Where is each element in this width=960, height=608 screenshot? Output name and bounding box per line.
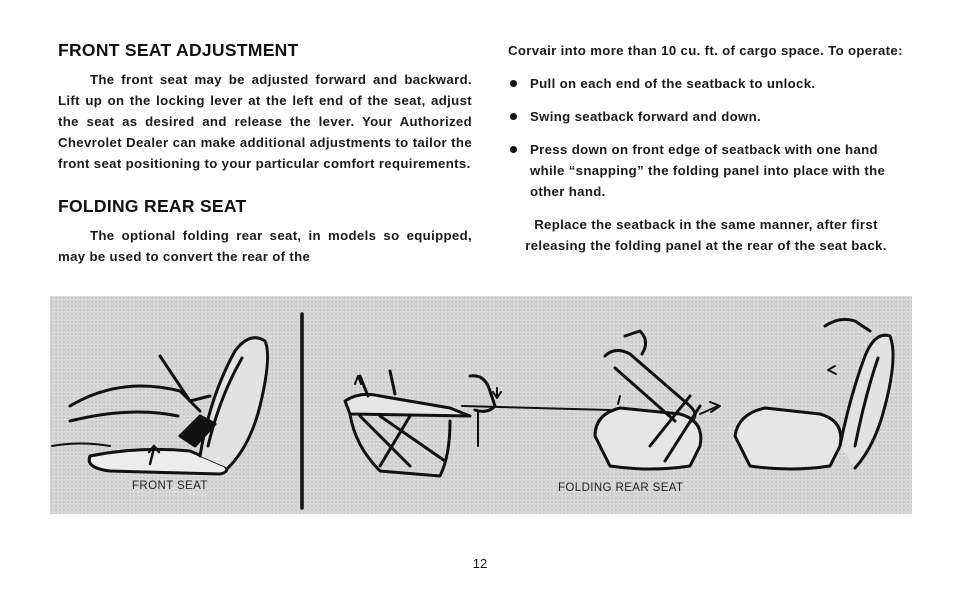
bullet-icon bbox=[510, 146, 517, 153]
front-seat-heading: FRONT SEAT ADJUSTMENT bbox=[58, 40, 299, 60]
operate-steps-list bbox=[508, 73, 904, 202]
page-number: 12 bbox=[472, 556, 488, 571]
list-item bbox=[508, 139, 904, 202]
folding-rear-seat-paragraph: The optional folding rear seat, in models so equipped, may be used to convert the rear of the bbox=[58, 228, 472, 264]
bullet-icon bbox=[510, 113, 517, 120]
step-text: Swing seatback forward and down. bbox=[530, 109, 762, 124]
front-seat-paragraph: The front seat may be adjusted forward and backward. Lift up on the locking lever at the left end of the seat, adjust the seat as desired and release the lever. Your Authorized Chevrolet Dealer can make additional adjustments to tailor the front seat positioning to your particular comfort requirements. bbox=[58, 72, 472, 171]
step-text: Pull on each end of the seatback to unlock. bbox=[530, 76, 816, 91]
bullet-icon bbox=[510, 80, 517, 87]
list-item bbox=[508, 106, 904, 127]
right-column bbox=[508, 40, 904, 256]
cargo-intro-paragraph: Corvair into more than 10 cu. ft. of cargo space. To operate: bbox=[508, 43, 903, 58]
left-column bbox=[58, 40, 472, 267]
front-seat-drawing bbox=[52, 338, 268, 474]
folding-rear-seat-caption: FOLDING REAR SEAT bbox=[558, 482, 684, 494]
rear-seat-fold-drawing-3 bbox=[735, 319, 893, 469]
rear-seat-fold-drawing-2 bbox=[595, 331, 720, 469]
step-text: Press down on front edge of seatback with one hand while “snapping” the folding panel into place with the other hand. bbox=[530, 142, 886, 199]
front-seat-caption: FRONT SEAT bbox=[132, 480, 208, 492]
rear-seat-fold-drawing-1 bbox=[345, 371, 610, 476]
seat-illustration-panel bbox=[50, 296, 912, 514]
folding-rear-seat-heading: FOLDING REAR SEAT bbox=[58, 196, 247, 216]
list-item bbox=[508, 73, 904, 94]
replace-seatback-paragraph: Replace the seatback in the same manner, after first releasing the folding panel at the rear of the seat back. bbox=[525, 217, 887, 253]
